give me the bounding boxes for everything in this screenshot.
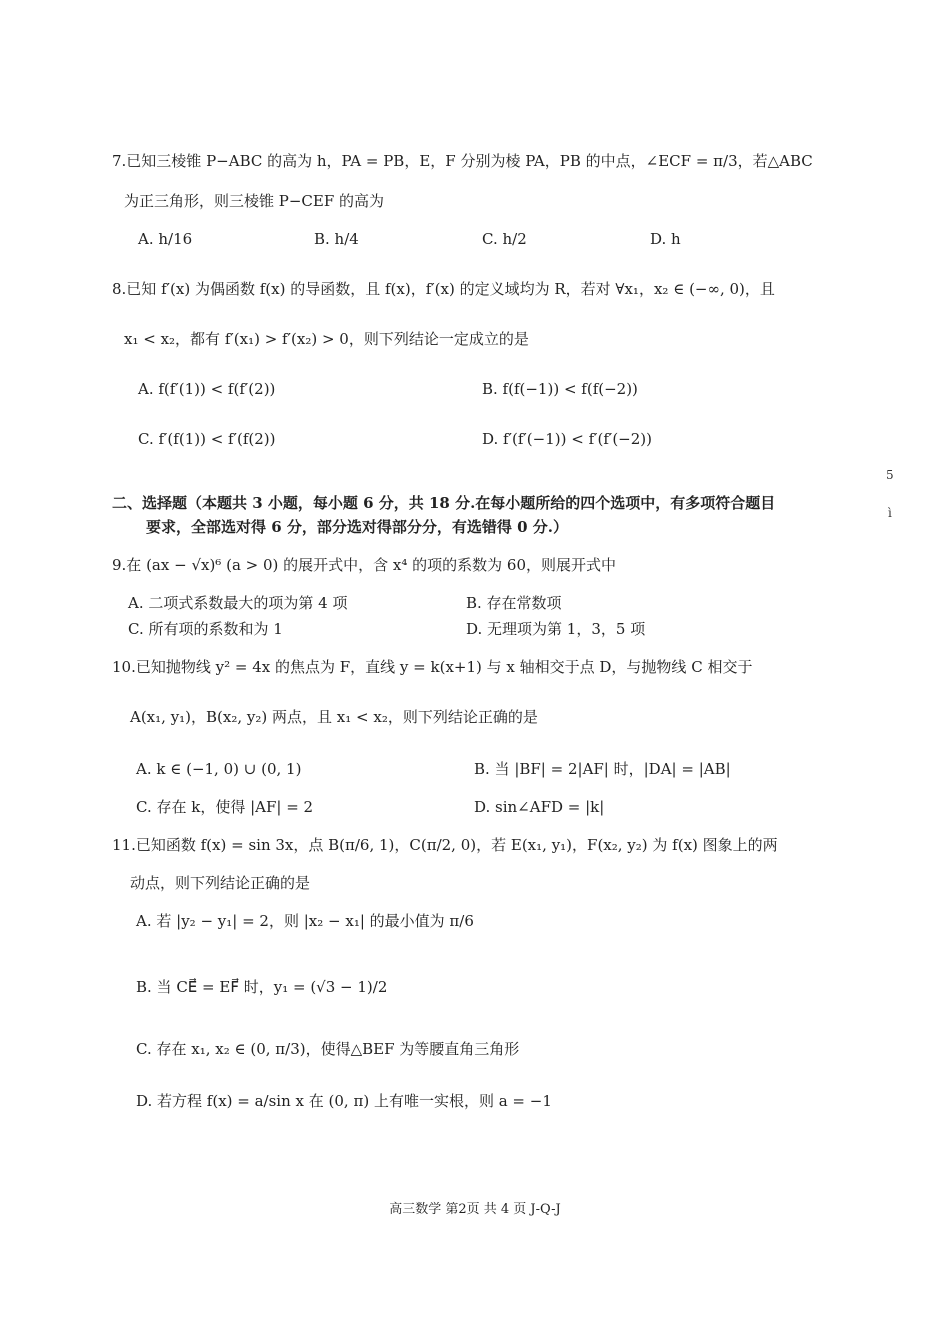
section2-heading-line2: 要求，全部选对得 6 分，部分选对得部分分，有选错得 0 分.） <box>146 518 568 536</box>
q10-option-c: C. 存在 k，使得 |AF| = 2 <box>136 798 314 816</box>
section2-heading-line1: 二、选择题（本题共 3 小题，每小题 6 分，共 18 分.在每小题所给的四个选项中，有多项符合题目 <box>112 494 776 512</box>
q10-stem-line2: A(x₁, y₁)，B(x₂, y₂) 两点，且 x₁ < x₂，则下列结论正确的是 <box>130 708 538 726</box>
q8-option-a: A. f(f′(1)) < f(f′(2)) <box>138 380 276 398</box>
q11-option-d: D. 若方程 f(x) = a/sin x 在 (0, π) 上有唯一实根，则 a = −1 <box>136 1092 552 1110</box>
q8-stem-line1: 8.已知 f′(x) 为偶函数 f(x) 的导函数，且 f(x)，f′(x) 的定义域均为 R，若对 ∀x₁，x₂ ∈ (−∞, 0)，且 <box>112 280 775 298</box>
q11-option-c: C. 存在 x₁, x₂ ∈ (0, π/3)，使得△BEF 为等腰直角三角形 <box>136 1040 520 1058</box>
q7-stem-line1: 7.已知三棱锥 P−ABC 的高为 h，PA = PB，E，F 分别为棱 PA，PB 的中点，∠ECF = π/3，若△ABC <box>112 152 813 170</box>
q9-option-d: D. 无理项为第 1，3，5 项 <box>466 620 646 638</box>
q11-stem-line2: 动点，则下列结论正确的是 <box>130 874 311 892</box>
q7-option-d: D. h <box>650 230 681 248</box>
page-footer: 高三数学 第2页 共 4 页 J-Q-J <box>389 1202 561 1217</box>
q10-option-b: B. 当 |BF| = 2|AF| 时，|DA| = |AB| <box>474 760 731 778</box>
q11-option-a: A. 若 |y₂ − y₁| = 2，则 |x₂ − x₁| 的最小值为 π/6 <box>136 912 474 930</box>
margin-mark-1: 5 <box>886 468 894 482</box>
q7-stem-line2: 为正三角形，则三棱锥 P−CEF 的高为 <box>124 192 385 210</box>
q10-stem-line1: 10.已知抛物线 y² = 4x 的焦点为 F，直线 y = k(x+1) 与 x 轴相交于点 D，与抛物线 C 相交于 <box>112 658 753 676</box>
q11-stem-line1: 11.已知函数 f(x) = sin 3x，点 B(π/6, 1)，C(π/2, 0)，若 E(x₁, y₁)，F(x₂, y₂) 为 f(x) 图象上的两 <box>112 836 778 854</box>
q8-option-c: C. f′(f(1)) < f′(f(2)) <box>138 430 276 448</box>
q11-option-b: B. 当 CE⃗ = EF⃗ 时，y₁ = (√3 − 1)/2 <box>136 978 388 996</box>
q9-option-c: C. 所有项的系数和为 1 <box>128 620 283 638</box>
q10-option-a: A. k ∈ (−1, 0) ∪ (0, 1) <box>136 760 302 778</box>
q7-option-c: C. h/2 <box>482 230 527 248</box>
q7-option-a: A. h/16 <box>138 230 193 248</box>
q9-stem: 9.在 (ax − √x)⁶ (a > 0) 的展开式中，含 x⁴ 的项的系数为 60，则展开式中 <box>112 556 617 574</box>
q8-option-d: D. f′(f′(−1)) < f′(f′(−2)) <box>482 430 653 448</box>
q8-stem-line2: x₁ < x₂，都有 f′(x₁) > f′(x₂) > 0，则下列结论一定成立的是 <box>124 330 529 348</box>
q10-option-d: D. sin∠AFD = |k| <box>474 798 605 816</box>
margin-mark-2: ì <box>888 506 892 520</box>
q9-option-b: B. 存在常数项 <box>466 594 562 612</box>
q7-option-b: B. h/4 <box>314 230 359 248</box>
q9-option-a: A. 二项式系数最大的项为第 4 项 <box>128 594 348 612</box>
q8-option-b: B. f(f(−1)) < f(f(−2)) <box>482 380 638 398</box>
